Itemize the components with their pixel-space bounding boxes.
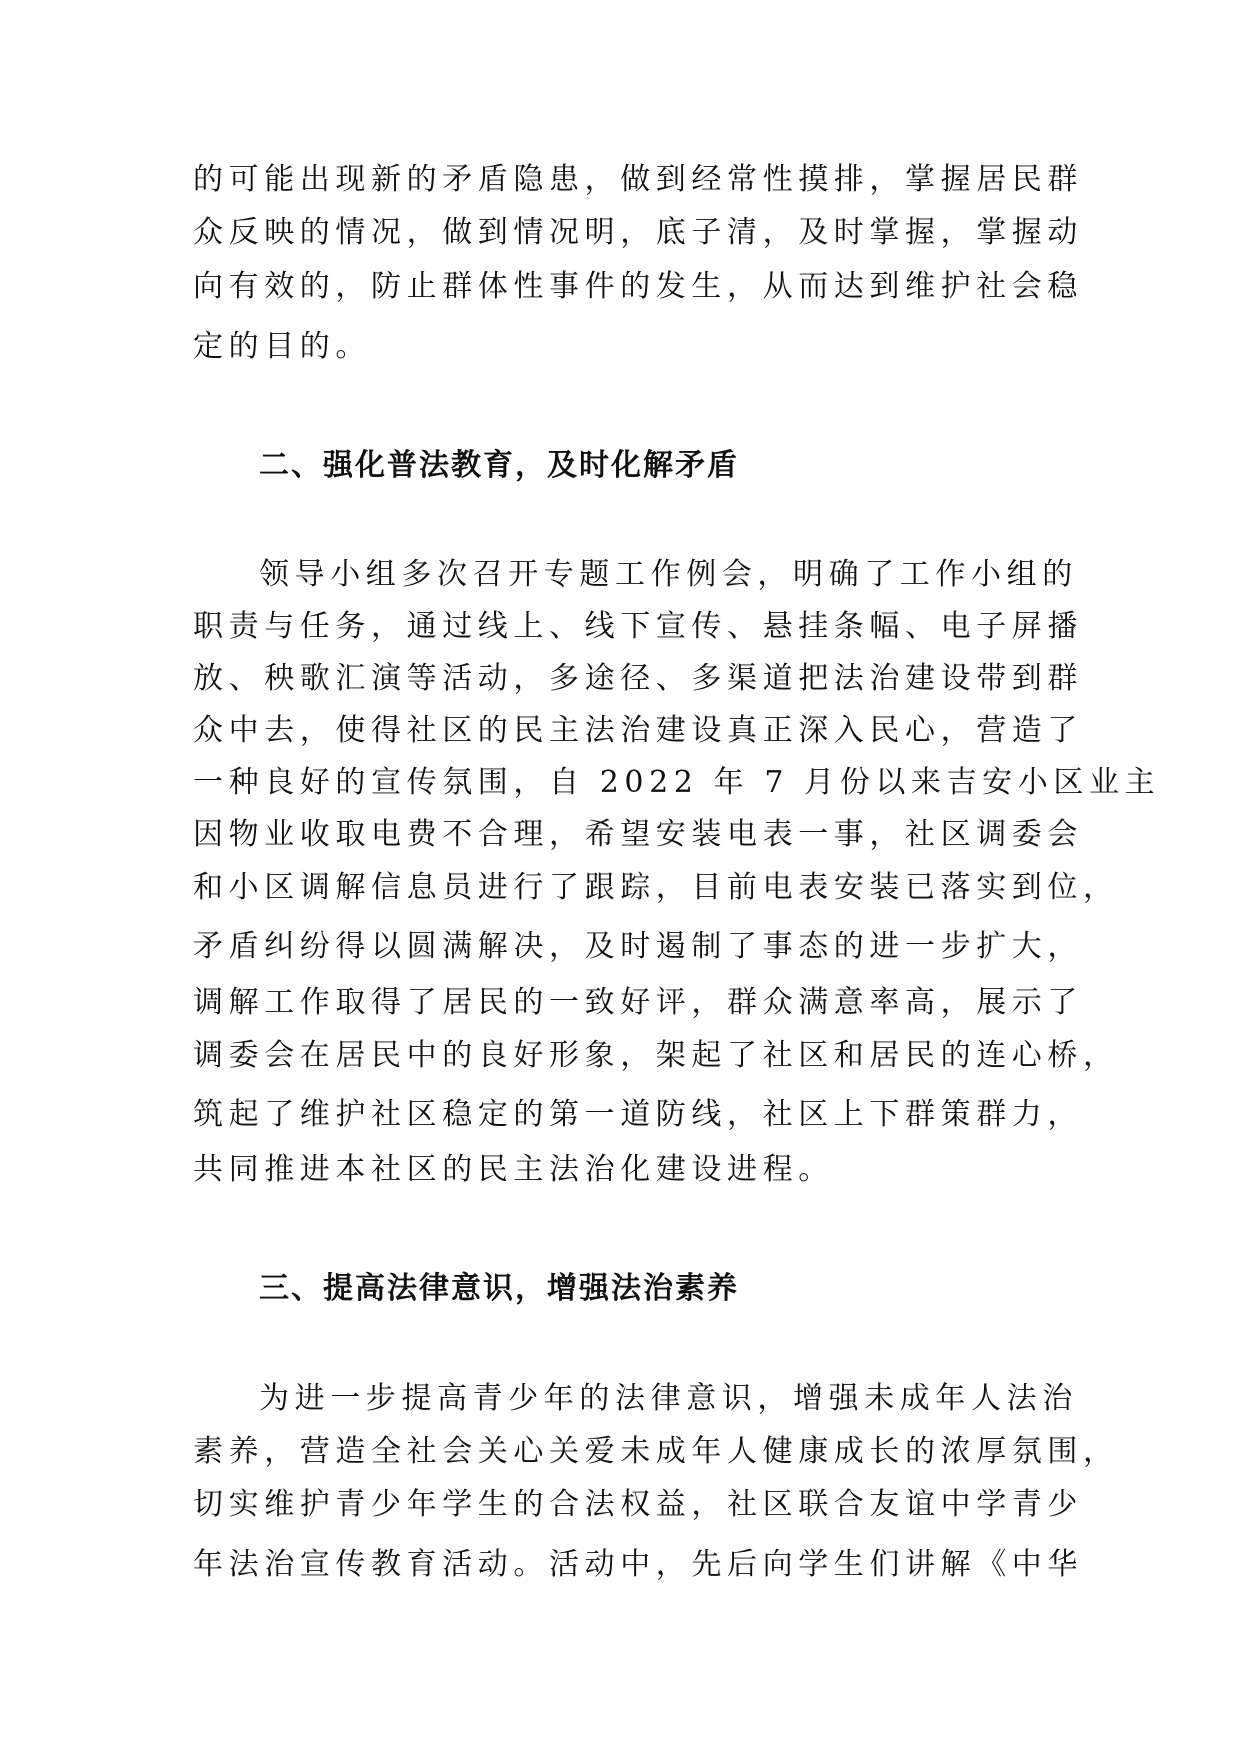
- text-line: 共同推进本社区的民主法治化建设进程。: [193, 1152, 834, 1187]
- text-line: 调解工作取得了居民的一致好评，群众满意率高，展示了: [193, 985, 1083, 1020]
- text-line: 素养，营造全社会关心关爱未成年人健康成长的浓厚氛围，: [193, 1434, 1119, 1469]
- section-heading-2: 二、强化普法教育，及时化解矛盾: [259, 448, 739, 483]
- text-line: 为进一步提高青少年的法律意识，增强未成年人法治: [259, 1381, 1078, 1416]
- text-line: 调委会在居民中的良好形象，架起了社区和居民的连心桥，: [193, 1038, 1119, 1073]
- text-line: 切实维护青少年学生的合法权益，社区联合友谊中学青少: [193, 1487, 1083, 1522]
- text-line: 向有效的，防止群体性事件的发生，从而达到维护社会稳: [193, 269, 1083, 304]
- text-line: 众反映的情况，做到情况明，底子清，及时掌握，掌握动: [193, 215, 1083, 250]
- text-line: 矛盾纠纷得以圆满解决，及时遏制了事态的进一步扩大，: [193, 929, 1083, 964]
- section-heading-3: 三、提高法律意识，增强法治素养: [259, 1271, 739, 1306]
- text-line: 放、秧歌汇演等活动，多途径、多渠道把法治建设带到群: [193, 661, 1083, 696]
- text-line: 的可能出现新的矛盾隐患，做到经常性摸排，掌握居民群: [193, 162, 1083, 197]
- text-line: 职责与任务，通过线上、线下宣传、悬挂条幅、电子屏播: [193, 609, 1083, 644]
- text-line: 和小区调解信息员进行了跟踪，目前电表安装已落实到位，: [193, 870, 1119, 905]
- text-line: 筑起了维护社区稳定的第一道防线，社区上下群策群力，: [193, 1097, 1083, 1132]
- text-line: 因物业收取电费不合理，希望安装电表一事，社区调委会: [193, 817, 1083, 852]
- text-line: 众中去，使得社区的民主法治建设真正深入民心，营造了: [193, 713, 1083, 748]
- text-line: 定的目的。: [193, 329, 371, 364]
- text-line: 领导小组多次召开专题工作例会，明确了工作小组的: [259, 557, 1078, 592]
- text-line: 年法治宣传教育活动。活动中，先后向学生们讲解《中华: [193, 1547, 1083, 1582]
- text-line: 一种良好的宣传氛围，自 2022 年 7 月份以来吉安小区业主: [193, 765, 1161, 800]
